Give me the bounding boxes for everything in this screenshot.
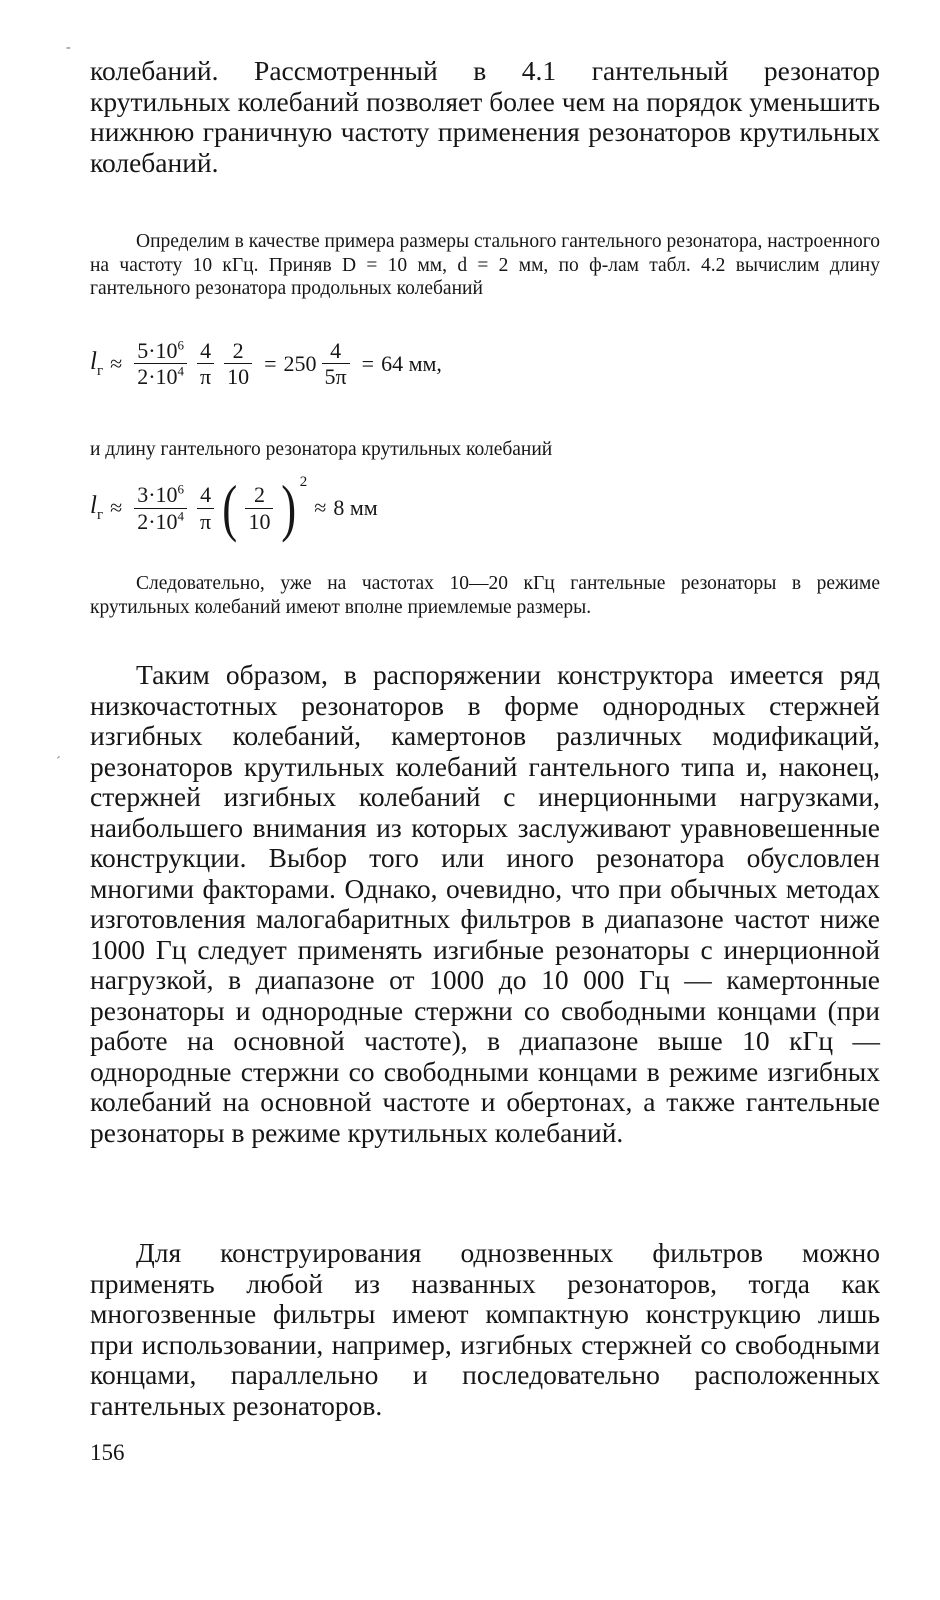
formula2-approx: ≈ [110,495,123,520]
formula2-close-paren: ) [281,472,297,543]
formula2-approx-2: ≈ [314,495,327,520]
paragraph-filters: Для конструирования однозвенных фильтров можно применять любой из названных резонаторов, тогда как многозвенные фильтры имеют компактную конструкцию лишь при использовании, например, изгибных стержней со свободными концами, параллельно и последовательно расположенных гантельных резонаторов. [90,1237,880,1421]
formula1-equals-2: = [361,350,375,376]
formula2-open-paren: ( [222,472,238,543]
formula2-fraction-2: $\frac{4}{\pi}$ [197,482,214,534]
formula-longitudinal [90,338,442,390]
formula2-power: 2 [299,474,308,490]
formula2-result: 8 мм [333,495,378,520]
formula1-coefficient: 250 [283,350,317,376]
formula1-equals-1: = [264,350,277,376]
page-number: 156 [90,1440,125,1465]
formula1-fraction-4: $\frac{4}{5\pi}$ [322,338,350,390]
formula1-fraction-2: $\frac{4}{\pi}$ [197,338,214,390]
formula2-fraction-3: $\frac{2}{10}$ [245,482,273,534]
paragraph-torsional-length: и длину гантельного резонатора крутильных колебаний [90,439,553,460]
formula2-fraction-1: $\frac{3\cdot 10^6}{2\cdot 10^4}$ [134,482,187,534]
formula1-approx: ≈ [110,350,123,376]
formula-torsional [90,472,378,543]
scan-speck: ˊ [56,755,61,770]
formula1-fraction-3: $\frac{2}{10}$ [224,338,252,390]
formula1-fraction-1: $\frac{5\cdot 10^6}{2\cdot 10^4}$ [134,338,187,390]
paragraph-summary: Таким образом, в распоряжении конструктора имеется ряд низкочастотных резонаторов в форме однородных стержней изгибных колебаний, камертонов различных модификаций, резонаторов крутильных колебаний гантельного типа и, наконец, стержней изгибных колебаний с инерционными нагрузками, наибольшего внимания из которых заслуживают уравновешенные конструкции. Выбор того или иного резонатора обусловлен многими факторами. Однако, очевидно, что при обычных методах изготовления малогабаритных фильтров в диапазоне частот ниже 1000 Гц следует применять изгибные резонаторы с инерционной нагрузкой, в диапазоне от 1000 до 10 000 Гц — камертонные резонаторы и однородные стержни со свободными концами (при работе на основной частоте), в диапазоне выше 10 кГц — однородные стержни со свободными концами в режиме изгибных колебаний на основной частоте и обертонах, а также гантельные резонаторы в режиме крутильных колебаний. [90,659,880,1148]
paragraph-conclusion-small: Следовательно, уже на частотах 10—20 кГц гантельные резонаторы в режиме крутильных колебаний имеют вполне приемлемые размеры. [90,573,880,618]
formula1-lhs: $l_г$ [90,347,104,379]
formula1-result: 64 мм, [381,350,442,376]
formula2-lhs: $l_г$ [90,492,104,523]
paragraph-intro: колебаний. Рассмотренный в 4.1 гантельный резонатор крутильных колебаний позволяет более чем на порядок уменьшить нижнюю граничную частоту применения резонаторов крутильных колебаний. [90,55,880,178]
scan-speck: - [66,40,71,55]
paragraph-example: Определим в качестве примера размеры стального гантельного резонатора, настроенного на частоту 10 кГц. Приняв D = 10 мм, d = 2 мм, по ф-лам табл. 4.2 вычислим длину гантельного резонатора продольных колебаний [90,231,880,299]
